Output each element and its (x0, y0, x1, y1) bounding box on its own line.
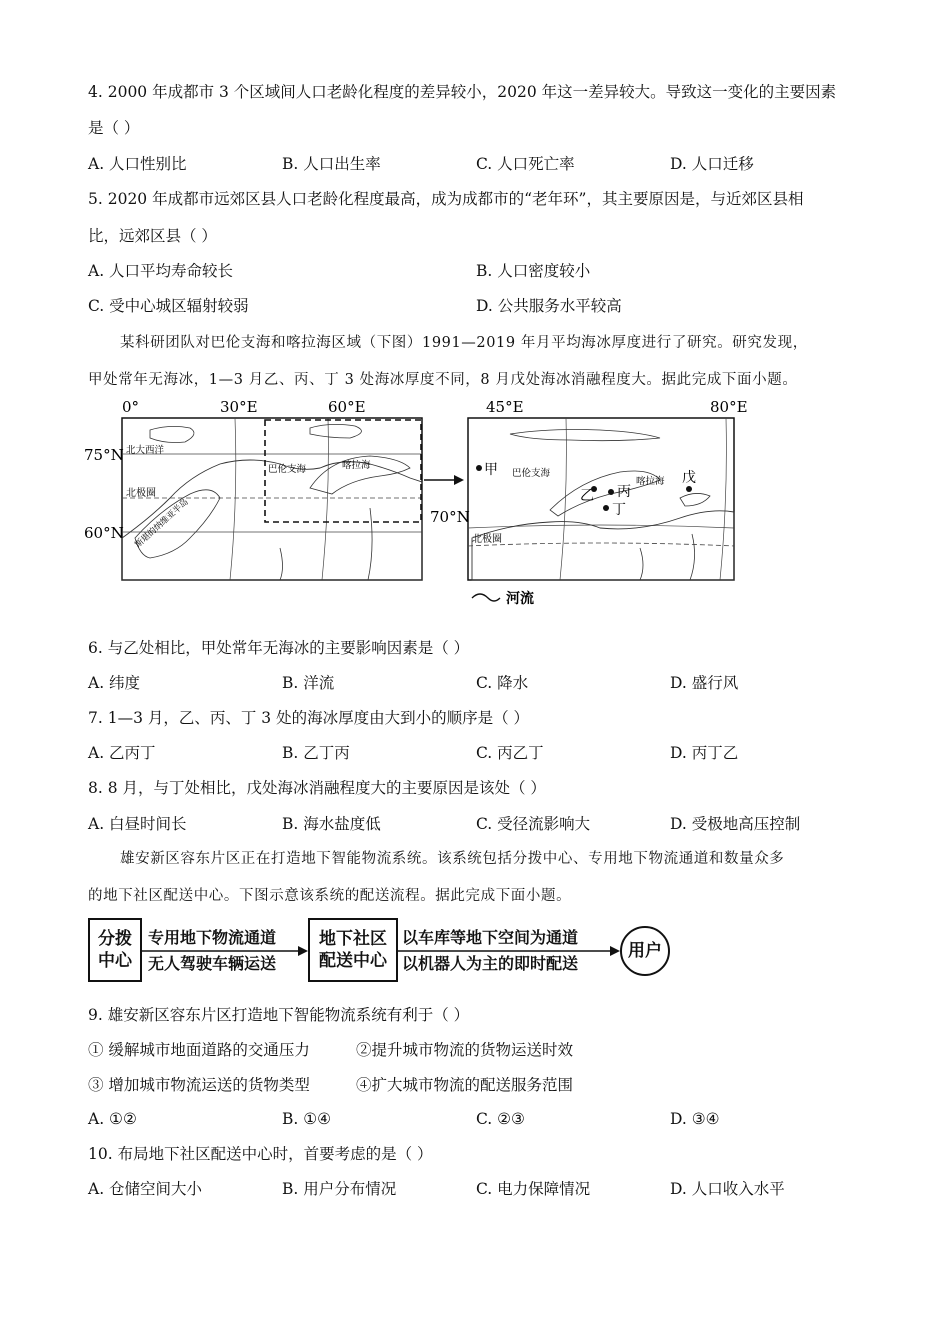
q7-option-b[interactable]: B. 乙丁丙 (282, 744, 350, 762)
point-ding-label: 丁 (612, 502, 626, 518)
flow-box2-line1: 地下社区 (319, 929, 387, 949)
q10-option-b[interactable]: B. 用户分布情况 (282, 1180, 397, 1198)
point-bing-label: 丙 (617, 484, 631, 500)
label-scandinavia: 斯堪的纳维亚半岛 (133, 497, 191, 551)
flow-box-sorting-center (88, 918, 142, 982)
q5-option-b[interactable]: B. 人口密度较小 (476, 262, 591, 280)
flow-end-label: 用户 (628, 941, 662, 961)
passage1-line1: 某科研团队对巴伦支海和喀拉海区域（下图）1991—2019 年月平均海冰厚度进行了研究。研究发现， (120, 335, 808, 351)
q8-option-a[interactable]: A. 白昼时间长 (88, 815, 187, 833)
point-jia-label: 甲 (484, 462, 498, 478)
lat-label-60n: 60°N (84, 524, 124, 542)
q4-option-b[interactable]: B. 人口出生率 (282, 155, 381, 173)
q4-stem-line1: 4. 2000 年成都市 3 个区域间人口老龄化程度的差异较小，2020 年这一差异较大。导致这一变化的主要因素 (88, 83, 837, 101)
q5-stem-line1: 5. 2020 年成都市远郊区县人口老龄化程度最高，成为成都市的“老年环”，其主要原因是，与近郊区县相 (88, 190, 804, 208)
point-wu-dot (686, 486, 692, 492)
q7-option-d[interactable]: D. 丙丁乙 (670, 744, 739, 762)
q9-statement-4: ④扩大城市物流的配送服务范围 (356, 1076, 574, 1094)
q9-option-d[interactable]: D. ③④ (670, 1110, 720, 1128)
q10-option-d[interactable]: D. 人口收入水平 (670, 1180, 785, 1198)
q4-option-a[interactable]: A. 人口性别比 (88, 155, 187, 173)
q8-option-b[interactable]: B. 海水盐度低 (282, 815, 381, 833)
point-yi-label: 乙 (580, 488, 594, 504)
river-legend-icon (472, 594, 500, 601)
q9-statement-2: ②提升城市物流的货物运送时效 (356, 1041, 574, 1059)
q8-stem: 8. 8 月，与丁处相比，戊处海冰消融程度大的主要原因是该处（ ） (88, 779, 546, 797)
label-north-atlantic: 北大西洋 (126, 445, 165, 456)
q5-option-c[interactable]: C. 受中心城区辐射较弱 (88, 297, 249, 315)
q7-stem: 7. 1—3 月，乙、丙、丁 3 处的海冰厚度由大到小的顺序是（ ） (88, 709, 530, 727)
right-map-frame (468, 418, 734, 580)
flow-box1-line2: 中心 (98, 951, 132, 971)
q4-option-c[interactable]: C. 人口死亡率 (476, 155, 575, 173)
passage2-line1: 雄安新区容东片区正在打造地下智能物流系统。该系统包括分拨中心、专用地下物流通道和数量众多 (120, 851, 785, 867)
lat-label-75n: 75°N (84, 446, 124, 464)
flow-box1-line1: 分拨 (98, 929, 132, 949)
label-barents-right: 巴伦支海 (512, 468, 551, 479)
label-arctic-circle-right: 北极圈 (472, 534, 502, 545)
point-wu-label: 戊 (682, 470, 696, 486)
q4-stem-line2: 是（ ） (88, 119, 140, 137)
lon-label-60e: 60°E (328, 398, 366, 416)
label-barents-left: 巴伦支海 (268, 464, 307, 475)
q9-option-a[interactable]: A. ①② (88, 1110, 137, 1128)
q6-option-a[interactable]: A. 纬度 (88, 674, 141, 692)
lon-label-80e: 80°E (710, 398, 748, 416)
flow-arrow1-line1: 专用地下物流通道 (148, 928, 277, 947)
flow-box-community-center (308, 918, 398, 982)
q6-option-d[interactable]: D. 盛行风 (670, 674, 739, 692)
q9-statement-3: ③ 增加城市物流运送的货物类型 (88, 1076, 310, 1094)
flow-arrow1-line2: 无人驾驶车辆运送 (148, 954, 277, 973)
sea-ice-map-figure (80, 398, 760, 610)
river-legend-label: 河流 (506, 591, 534, 607)
q9-option-b[interactable]: B. ①④ (282, 1110, 332, 1128)
q5-stem-line2: 比，远郊区县（ ） (88, 227, 217, 245)
lon-label-45e: 45°E (486, 398, 524, 416)
passage1-line2: 甲处常年无海冰，1—3 月乙、丙、丁 3 处海冰厚度不同，8 月戊处海冰消融程度大。据此完成下面小题。 (88, 372, 798, 388)
q10-option-c[interactable]: C. 电力保障情况 (476, 1180, 591, 1198)
q10-stem: 10. 布局地下社区配送中心时，首要考虑的是（ ） (88, 1145, 433, 1163)
logistics-flow-diagram (88, 918, 688, 984)
point-bing-dot (608, 489, 614, 495)
point-jia-dot (476, 465, 482, 471)
q6-option-c[interactable]: C. 降水 (476, 674, 529, 692)
q6-stem: 6. 与乙处相比，甲处常年无海冰的主要影响因素是（ ） (88, 639, 470, 657)
q9-stem: 9. 雄安新区容东片区打造地下智能物流系统有利于（ ） (88, 1006, 470, 1024)
flow-arrow2 (398, 918, 620, 984)
q10-option-a[interactable]: A. 仓储空间大小 (88, 1180, 203, 1198)
point-ding-dot (603, 505, 609, 511)
q4-option-d[interactable]: D. 人口迁移 (670, 155, 754, 173)
q8-option-d[interactable]: D. 受极地高压控制 (670, 815, 801, 833)
flow-box2-line2: 配送中心 (319, 951, 387, 971)
q9-statement-1: ① 缓解城市地面道路的交通压力 (88, 1041, 310, 1059)
passage2-line2: 的地下社区配送中心。下图示意该系统的配送流程。据此完成下面小题。 (88, 888, 572, 904)
lon-label-30e: 30°E (220, 398, 258, 416)
label-arctic-circle-left: 北极圈 (126, 488, 156, 499)
q7-option-a[interactable]: A. 乙丙丁 (88, 744, 156, 762)
flow-arrow1 (142, 918, 308, 984)
flow-arrow2-line1: 以车库等地下空间为通道 (402, 928, 579, 947)
q9-option-c[interactable]: C. ②③ (476, 1110, 525, 1128)
q8-option-c[interactable]: C. 受径流影响大 (476, 815, 591, 833)
q7-option-c[interactable]: C. 丙乙丁 (476, 744, 544, 762)
q5-option-d[interactable]: D. 公共服务水平较高 (476, 297, 622, 315)
q5-option-a[interactable]: A. 人口平均寿命较长 (88, 262, 234, 280)
lon-label-0: 0° (122, 398, 140, 416)
label-kara-right: 喀拉海 (636, 476, 665, 487)
q6-option-b[interactable]: B. 洋流 (282, 674, 335, 692)
label-kara-left: 喀拉海 (342, 460, 371, 471)
flow-arrow2-line2: 以机器人为主的即时配送 (402, 954, 579, 973)
lat-label-70n: 70°N (430, 508, 470, 526)
flow-node-user (620, 926, 670, 976)
